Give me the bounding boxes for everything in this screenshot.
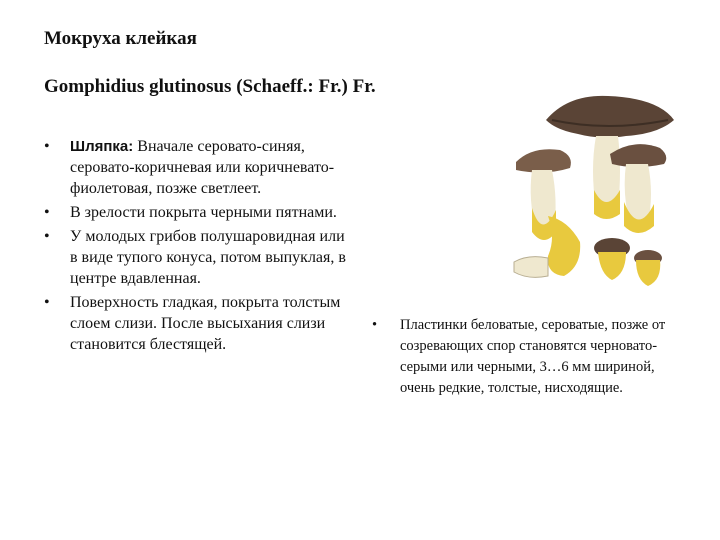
list-item [44, 226, 354, 289]
large-cap [546, 96, 674, 138]
latin-name: Gomphidius glutinosus (Schaeff.: Fr.) Fr. [44, 76, 376, 97]
gills-description-list [372, 315, 692, 399]
bullet: • [44, 228, 50, 245]
item-text: Вначале серовато-синяя, серовато-коричневая или коричневато-фиолетовая, позже светлеет. [70, 138, 335, 197]
item-text: Поверхность гладкая, покрыта толстым слоем слизи. После высыхания слизи становится блестящей. [70, 294, 341, 353]
bullet: • [372, 317, 378, 333]
mushroom-group-illustration [508, 90, 684, 290]
list-item [44, 292, 354, 355]
cap-description-list [44, 136, 354, 358]
bullet: • [44, 204, 50, 221]
item-text: У молодых грибов полушаровидная или в виде тупого конуса, потом выпуклая, в центре вдавленная. [70, 228, 346, 287]
slide-title: Мокруха клейкая [44, 28, 197, 49]
item-text: В зрелости покрыта черными пятнами. [70, 204, 337, 221]
list-item [372, 315, 692, 399]
list-item [44, 202, 354, 223]
cut-stem [548, 216, 580, 276]
bullet: • [44, 294, 50, 311]
item-label: Шляпка: [70, 138, 134, 155]
item-text: Пластинки беловатые, сероватые, позже от созревающих спор становятся черновато-серыми или черными, 3…6 мм шириной, очень редкие, толстые, нисходящие. [400, 317, 666, 396]
bullet: • [44, 138, 50, 155]
left-cap [516, 149, 571, 172]
list-item [44, 136, 354, 199]
